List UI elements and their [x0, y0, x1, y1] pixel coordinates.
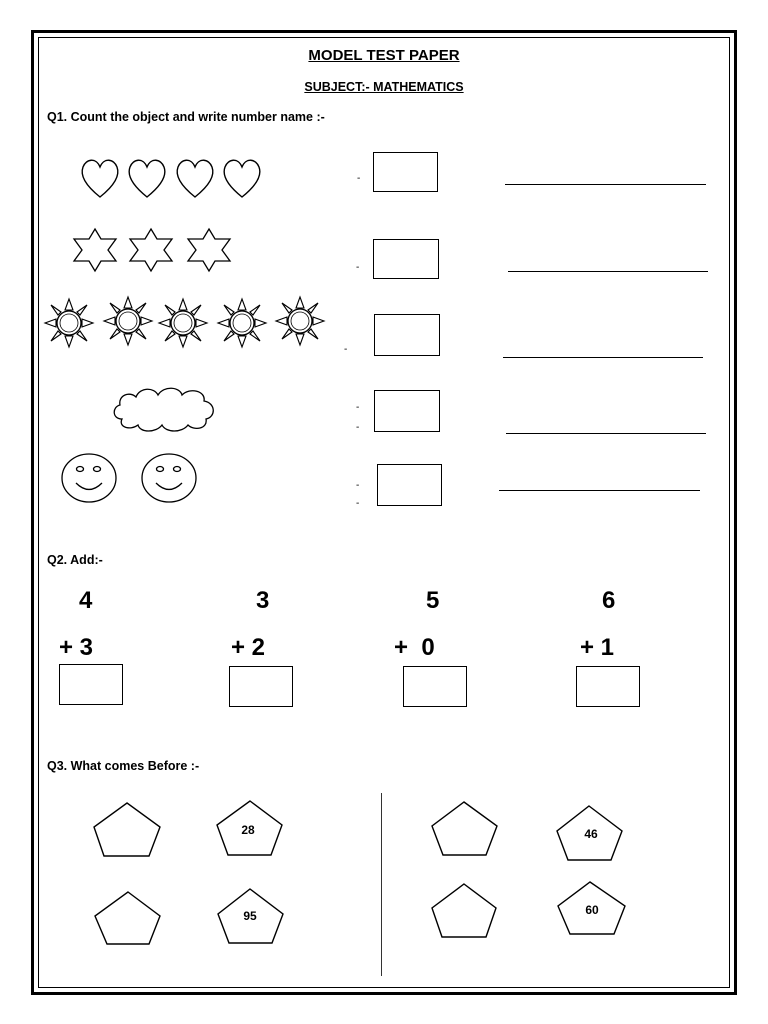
- subject-heading: SUBJECT:- MATHEMATICS: [304, 80, 464, 94]
- section-divider: [381, 793, 382, 976]
- pentagon-answer-1: [94, 803, 160, 856]
- page-title: MODEL TEST PAPER: [308, 47, 460, 64]
- addend-bottom-4: + 1: [580, 634, 615, 661]
- q1-heading: Q1. Count the object and write number name :-: [47, 110, 325, 124]
- dash-mark: -: [356, 402, 360, 413]
- addend-top-1: 4: [79, 587, 93, 614]
- dash-mark: -: [356, 422, 360, 433]
- addend-bottom-3: + 0: [394, 634, 435, 661]
- addend-top-2: 3: [256, 587, 270, 614]
- dash-mark: -: [356, 498, 360, 509]
- dash-mark: -: [357, 173, 361, 184]
- given-number-1: 28: [241, 823, 255, 837]
- addend-top-4: 6: [602, 587, 616, 614]
- given-number-4: 60: [585, 903, 599, 917]
- dash-mark: -: [356, 262, 360, 273]
- pentagon-answer-3: [432, 802, 497, 855]
- given-number-2: 95: [243, 909, 257, 923]
- addend-top-3: 5: [426, 587, 440, 614]
- addend-bottom-1: + 3: [59, 634, 94, 661]
- given-number-3: 46: [584, 827, 598, 841]
- addend-bottom-2: + 2: [231, 634, 266, 661]
- q3-heading: Q3. What comes Before :-: [47, 759, 200, 773]
- dash-mark: -: [344, 344, 348, 355]
- q2-heading: Q2. Add:-: [47, 553, 103, 567]
- pentagon-answer-2: [95, 892, 160, 944]
- dash-mark: -: [356, 480, 360, 491]
- pentagon-answer-4: [432, 884, 496, 937]
